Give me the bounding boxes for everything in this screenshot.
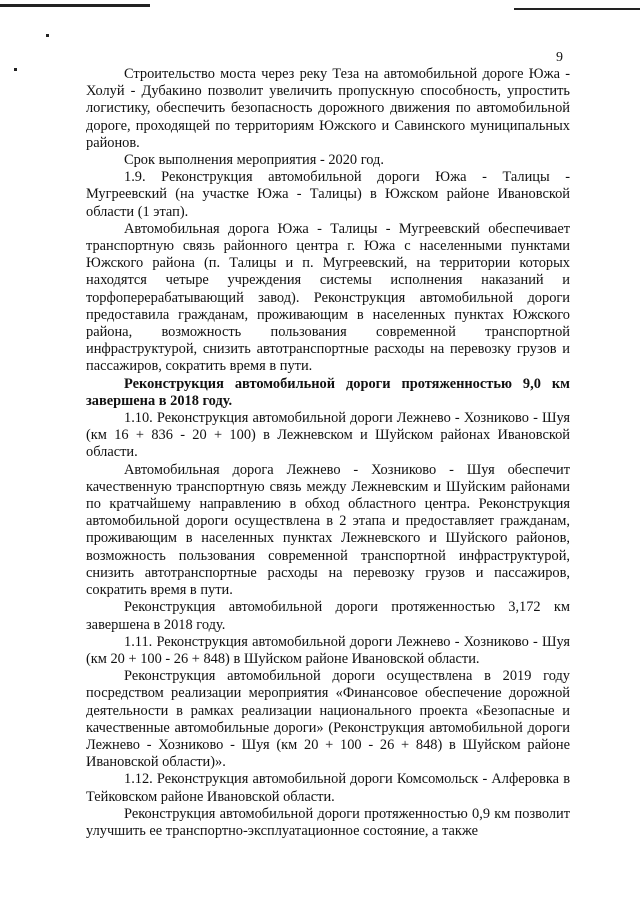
section-heading-1-10: 1.10. Реконструкция автомобильной дороги Лежнево - Хозниково - Шуя (км 16 + 836 - 20 + 100) в Лежневском и Шуйском районах Ивановской области. bbox=[86, 410, 570, 461]
paragraph-deadline: Срок выполнения мероприятия - 2020 год. bbox=[124, 152, 384, 169]
paragraph-result-3172km: Реконструкция автомобильной дороги протяженностью 3,172 км завершена в 2018 году. bbox=[86, 599, 570, 633]
scan-dot-2 bbox=[14, 68, 17, 71]
page-number: 9 bbox=[556, 50, 563, 65]
paragraph-bridge-teza: Строительство моста через реку Теза на автомобильной дороге Южа - Холуй - Дубакино позволит увеличить пропускную способность, упростить логистику, обеспечить безопасность дорожного движения по автомобильной дороге, проходящей по территориям Южского и Савинского муниципальных районов. bbox=[86, 66, 570, 151]
paragraph-yuzha-talitsy: Автомобильная дорога Южа - Талицы - Мугреевский обеспечивает транспортную связь районного центра г. Южа с населенными пунктами Южского района (п. Талицы и п. Мугреевский, на территории которых находятся четыре учреждения системы исполнения наказаний и торфоперерабатывающий завод). Реконструкция автомобильной дороги предоставила гражданам, проживающим в населенных пунктах Южского района, возможность пользования современной транспортной инфраструктурой, снизить автотранспортные расходы на перевозку грузов и пассажиров, сократить время в пути. bbox=[86, 220, 570, 375]
paragraph-lezhnevo-shuya: Автомобильная дорога Лежнево - Хозниково - Шуя обеспечит качественную транспортную связь между Лежневским и Шуйским районами по кратчайшему направлению в обход областного центра. Реконструкция автомобильной дороги осуществлена в 2 этапа и предоставляет гражданам, проживающим в населенных пунктах Лежневского и Шуйского районов, возможность пользования современной транспортной инфраструктурой, снизить автотранспортные расходы на перевозку грузов и пассажиров, сократить время в пути. bbox=[86, 461, 570, 599]
paragraph-2019-reconstruction: Реконструкция автомобильной дороги осуществлена в 2019 году посредством реализации мероприятия «Финансовое обеспечение дорожной деятельности в рамках реализации национального проекта «Безопасные и качественные автомобильные дороги» (Реконструкция автомобильной дороги Лежнево - Хозниково - Шуя (км 20 + 100 - 26 + 848) в Шуйском районе Ивановской области)». bbox=[86, 668, 570, 771]
document-body bbox=[86, 66, 570, 840]
section-heading-1-9: 1.9. Реконструкция автомобильной дороги Южа - Талицы - Мугреевский (на участке Южа - Талицы) в Южском районе Ивановской области (1 этап). bbox=[86, 169, 570, 220]
section-heading-1-11: 1.11. Реконструкция автомобильной дороги Лежнево - Хозниково - Шуя (км 20 + 100 - 26 + 848) в Шуйском районе Ивановской области. bbox=[86, 633, 570, 667]
paragraph-result-09km: Реконструкция автомобильной дороги протяженностью 0,9 км позволит улучшить ее транспортно-эксплуатационное состояние, а также bbox=[86, 805, 570, 839]
scan-artifact-top-right bbox=[514, 8, 640, 10]
paragraph-result-9km: Реконструкция автомобильной дороги протяженностью 9,0 км завершена в 2018 году. bbox=[86, 375, 570, 409]
scan-dot-1 bbox=[46, 34, 49, 37]
scan-artifact-top-left bbox=[0, 4, 150, 7]
section-heading-1-12: 1.12. Реконструкция автомобильной дороги Комсомольск - Алферовка в Тейковском районе Ивановской области. bbox=[86, 771, 570, 805]
